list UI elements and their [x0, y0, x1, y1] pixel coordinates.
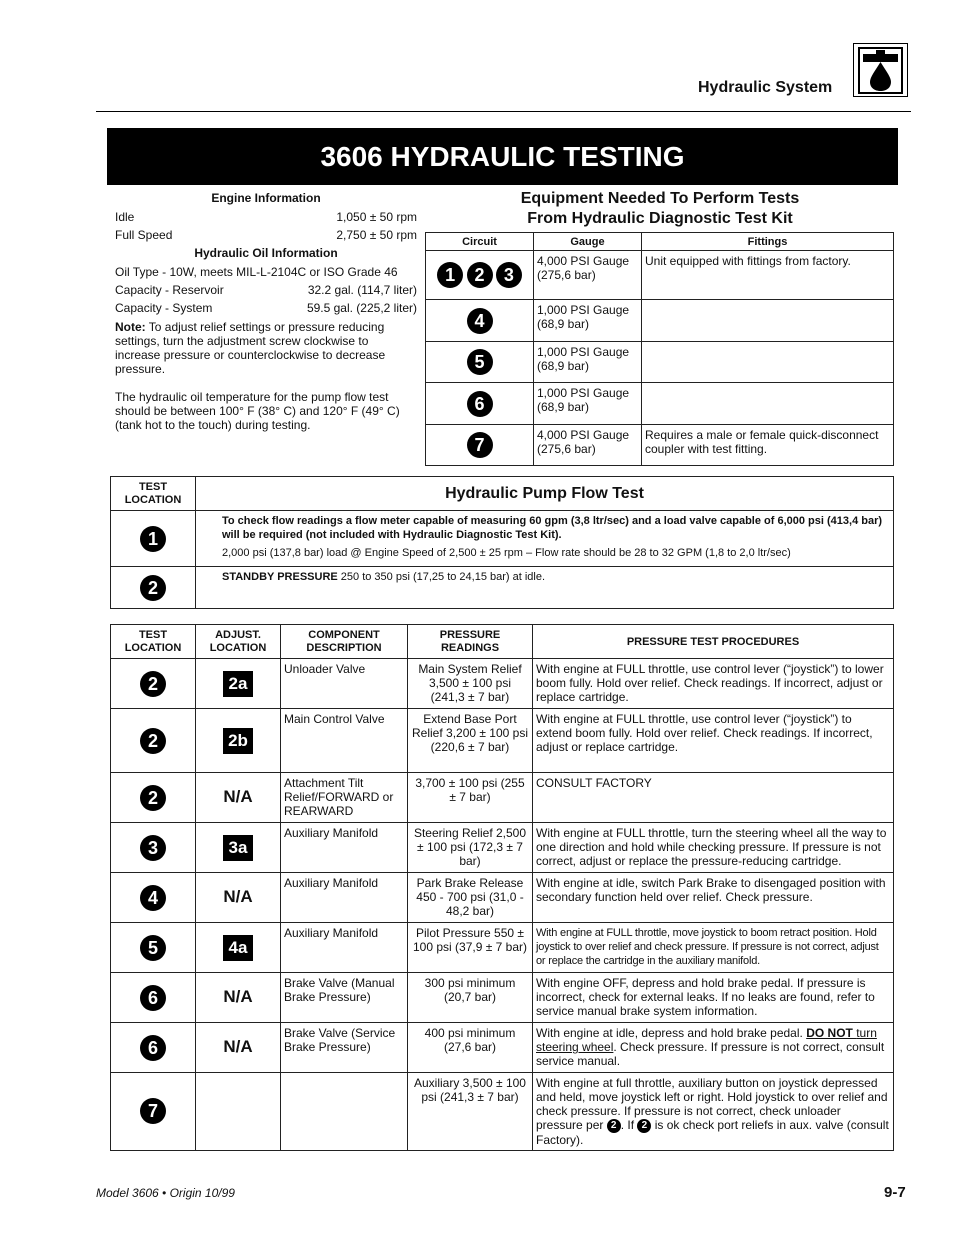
fittings-cell — [642, 342, 894, 383]
component-cell: Unloader Valve — [281, 659, 408, 709]
equipment-title — [440, 189, 880, 229]
adjust-badge: 2a — [223, 671, 253, 697]
standby-pressure — [196, 567, 894, 609]
reading-cell: Extend Base Port Relief 3,200 ± 100 psi (220,6 ± 7 bar) — [408, 709, 533, 773]
adjust-location-cell — [196, 1023, 281, 1073]
section-title: Hydraulic System — [698, 79, 833, 96]
location-badge: 2 — [140, 785, 166, 811]
test-location-cell — [111, 567, 196, 609]
circuit-cell — [426, 383, 534, 425]
component-cell: Auxiliary Manifold — [281, 823, 408, 873]
note-text: To adjust relief settings or pressure reducing settings, turn the adjustment screw clockwise to increase pressure or counterclockwise to decrease pressure. — [115, 320, 386, 376]
component-cell: Brake Valve (Service Brake Pressure) — [281, 1023, 408, 1073]
engine-info-panel — [115, 188, 417, 432]
col-adjust-location: ADJUST. LOCATION — [196, 625, 281, 659]
col-pressure-readings: PRESSURE READINGS — [408, 625, 533, 659]
col-component: COMPONENT DESCRIPTION — [281, 625, 408, 659]
note — [115, 320, 417, 376]
capacity-reservoir-row — [115, 282, 417, 298]
reading-cell: Park Brake Release 450 - 700 psi (31,0 - 48,2 bar) — [408, 873, 533, 923]
fittings-cell: Requires a male or female quick-disconnect coupler with test fitting. — [642, 425, 894, 466]
gauge-cell: 1,000 PSI Gauge (68,9 bar) — [534, 342, 642, 383]
procedure-cell: CONSULT FACTORY — [533, 773, 894, 823]
procedure-cell: With engine at FULL throttle, use control lever (“joystick”) to extend boom fully. Hold over relief. Check readings. If incorrect, adjust or replace cartridge. — [533, 709, 894, 773]
fittings-cell — [642, 383, 894, 425]
fittings-cell: Unit equipped with fittings from factory. — [642, 251, 894, 300]
pressure-row — [111, 823, 894, 873]
pressure-row — [111, 923, 894, 973]
pressure-test-table — [110, 624, 894, 1151]
header-rule — [96, 111, 911, 112]
test-location-cell — [111, 511, 196, 567]
pressure-row — [111, 709, 894, 773]
location-badge: 5 — [140, 935, 166, 961]
location-badge: 6 — [140, 1035, 166, 1061]
fittings-cell — [642, 300, 894, 342]
capacity-system-row — [115, 300, 417, 316]
adjust-na: N/A — [223, 787, 253, 806]
component-cell: Auxiliary Manifold — [281, 923, 408, 973]
procedure-warning: DO NOT — [806, 1026, 857, 1040]
equipment-row — [426, 300, 894, 342]
procedure-cell: With engine at FULL throttle, use control lever (“joystick”) to lower boom fully. Hold over relief. Check readings. If incorrect, adjust or replace cartridge. — [533, 659, 894, 709]
test-location-cell — [111, 1073, 196, 1151]
oil-type — [115, 264, 417, 280]
location-badge: 3 — [140, 835, 166, 861]
adjust-badge: 2b — [223, 728, 253, 754]
pump-flow-table — [110, 476, 894, 609]
location-badge: 6 — [140, 985, 166, 1011]
pump-flow-row — [111, 511, 894, 567]
component-cell: Auxiliary Manifold — [281, 873, 408, 923]
procedure-text: With engine at full throttle, auxiliary button on joystick depressed and held, move joystick left or right. Hold joystick to over relief and check pressure. If pressure is not correct, check unloader pressure per — [536, 1076, 888, 1132]
location-badge: 4 — [140, 885, 166, 911]
pressure-row — [111, 1073, 894, 1151]
equipment-table — [425, 232, 894, 466]
pressure-row — [111, 1023, 894, 1073]
circuit-badge: 2 — [467, 262, 493, 288]
circuit-badge: 6 — [467, 391, 493, 417]
test-location-cell — [111, 823, 196, 873]
footer-model: Model 3606 • Origin 10/99 — [96, 1186, 235, 1200]
equipment-title-line2: From Hydraulic Diagnostic Test Kit — [527, 210, 793, 227]
fullspeed-row — [115, 227, 417, 243]
location-badge: 2 — [140, 575, 166, 601]
idle-row — [115, 209, 417, 225]
pressure-row — [111, 659, 894, 709]
pump-flow-title: Hydraulic Pump Flow Test — [196, 477, 894, 511]
adjust-location-cell — [196, 823, 281, 873]
adjust-location-cell — [196, 773, 281, 823]
col-procedures: PRESSURE TEST PROCEDURES — [533, 625, 894, 659]
reading-cell: Steering Relief 2,500 ± 100 psi (172,3 ± 7 bar) — [408, 823, 533, 873]
standby-label: STANDBY PRESSURE — [222, 571, 338, 583]
gauge-cell: 1,000 PSI Gauge (68,9 bar) — [534, 300, 642, 342]
pressure-row — [111, 773, 894, 823]
flow-rate-spec: 2,000 psi (137,8 bar) load @ Engine Speed of 2,500 ± 25 rpm – Flow rate should be 28 to 32 GPM (1,8 to 2,0 ltr/sec) — [222, 547, 791, 559]
procedure-cell: With engine at FULL throttle, move joystick to boom retract position. Hold joystick to over relief and check pressure. If pressure is not correct, adjust or replace the cartridge in the auxiliary manifold. — [533, 923, 894, 973]
equipment-row — [426, 425, 894, 466]
idle-label: Idle — [115, 210, 135, 224]
capacity-system-value: 59.5 gal. (225,2 liter) — [306, 301, 417, 315]
procedure-text: is ok check port reliefs in aux. valve (consult Factory). — [536, 1118, 889, 1147]
adjust-location-cell — [196, 709, 281, 773]
test-location-cell — [111, 659, 196, 709]
location-ref-badge: 2 — [637, 1119, 651, 1133]
procedure-emphasis: turn steering wheel — [536, 1026, 877, 1054]
reading-cell: Main System Relief 3,500 ± 100 psi (241,3 ± 7 bar) — [408, 659, 533, 709]
location-ref-badge: 2 — [607, 1119, 621, 1133]
equipment-row — [426, 251, 894, 300]
equipment-title-line1: Equipment Needed To Perform Tests — [520, 190, 800, 207]
circuit-badge: 1 — [437, 262, 463, 288]
idle-value: 1,050 ± 50 rpm — [336, 210, 417, 224]
reading-cell: Pilot Pressure 550 ± 100 psi (37,9 ± 7 bar) — [408, 923, 533, 973]
test-location-cell — [111, 873, 196, 923]
adjust-location-cell — [196, 923, 281, 973]
gauge-cell: 1,000 PSI Gauge (68,9 bar) — [534, 383, 642, 425]
adjust-na: N/A — [223, 1037, 253, 1056]
circuit-cell — [426, 342, 534, 383]
procedure-cell: With engine at FULL throttle, turn the steering wheel all the way to one direction and hold while checking pressure. If pressure is not correct, adjust or replace the pressure-reducing cartridge. — [533, 823, 894, 873]
pressure-row — [111, 873, 894, 923]
flow-meter-requirement: To check flow readings a flow meter capable of measuring 60 gpm (3,8 ltr/sec) and a load valve capable of 6,000 psi (413,4 bar) will be required (not included with Hydraulic Diagnostic Test Kit). — [222, 515, 883, 541]
col-gauge: Gauge — [534, 233, 642, 251]
location-badge: 2 — [140, 671, 166, 697]
fullspeed-value: 2,750 ± 50 rpm — [336, 228, 417, 242]
location-badge: 1 — [140, 526, 166, 552]
oil-temp-note: The hydraulic oil temperature for the pump flow test should be between 100° F (38° C) and 120° F (49° C) (tank hot to the touch) during testing. — [115, 390, 400, 432]
page-number: 9-7 — [884, 1184, 906, 1201]
circuit-badge: 4 — [467, 308, 493, 334]
circuit-cell — [426, 425, 534, 466]
circuit-badge: 7 — [467, 432, 493, 458]
standby-text: 250 to 350 psi (17,25 to 24,15 bar) at idle. — [337, 571, 546, 583]
hydraulic-oil-drop-icon — [853, 43, 908, 97]
component-cell — [281, 1073, 408, 1151]
reading-cell: Auxiliary 3,500 ± 100 psi (241,3 ± 7 bar) — [408, 1073, 533, 1151]
capacity-reservoir-value: 32.2 gal. (114,7 liter) — [307, 283, 417, 297]
adjust-location-cell — [196, 973, 281, 1023]
component-cell: Brake Valve (Manual Brake Pressure) — [281, 973, 408, 1023]
procedure-cell: With engine OFF, depress and hold brake pedal. If pressure is incorrect, check for external leaks. If no leaks are found, refer to service manual brake system information. — [533, 973, 894, 1023]
note-label: Note: — [115, 320, 146, 334]
page-title: 3606 HYDRAULIC TESTING — [107, 128, 898, 185]
pump-flow-row — [111, 567, 894, 609]
procedure-cell — [533, 1073, 894, 1151]
test-location-cell — [111, 923, 196, 973]
gauge-cell: 4,000 PSI Gauge (275,6 bar) — [534, 425, 642, 466]
engine-info-heading: Engine Information — [211, 191, 321, 205]
oil-info-heading: Hydraulic Oil Information — [194, 246, 338, 260]
capacity-reservoir-label: Capacity - Reservoir — [115, 283, 224, 297]
oil-type-text: Oil Type - 10W, meets MIL-L-2104C or ISO Grade 46 — [115, 265, 398, 279]
adjust-location-cell — [196, 1073, 281, 1151]
circuit-badge: 3 — [496, 262, 522, 288]
adjust-na: N/A — [223, 987, 253, 1006]
procedure-text: . Check pressure. If pressure is not correct, consult service manual. — [536, 1040, 885, 1068]
capacity-system-label: Capacity - System — [115, 301, 213, 315]
component-cell: Main Control Valve — [281, 709, 408, 773]
test-location-cell — [111, 773, 196, 823]
procedure-text: With engine at idle, depress and hold brake pedal. — [536, 1026, 807, 1040]
pressure-row — [111, 973, 894, 1023]
test-location-cell — [111, 1023, 196, 1073]
procedure-cell — [533, 1023, 894, 1073]
procedure-text: . If — [620, 1118, 638, 1132]
procedure-cell: With engine at idle, switch Park Brake to disengaged position with secondary function held over relief. Check pressure. — [533, 873, 894, 923]
reading-cell: 400 psi minimum (27,6 bar) — [408, 1023, 533, 1073]
circuit-badge: 5 — [467, 349, 493, 375]
circuit-cell — [426, 251, 534, 300]
pump-flow-details — [196, 511, 894, 567]
adjust-location-cell — [196, 873, 281, 923]
adjust-badge: 3a — [223, 835, 253, 861]
col-test-location: TEST LOCATION — [111, 477, 196, 511]
component-cell: Attachment Tilt Relief/FORWARD or REARWARD — [281, 773, 408, 823]
col-circuit: Circuit — [426, 233, 534, 251]
location-badge: 2 — [140, 728, 166, 754]
fullspeed-label: Full Speed — [115, 228, 173, 242]
reading-cell: 300 psi minimum (20,7 bar) — [408, 973, 533, 1023]
circuit-cell — [426, 300, 534, 342]
adjust-badge: 4a — [223, 935, 253, 961]
test-location-cell — [111, 973, 196, 1023]
adjust-na: N/A — [223, 887, 253, 906]
col-test-location: TEST LOCATION — [111, 625, 196, 659]
equipment-row — [426, 383, 894, 425]
test-location-cell — [111, 709, 196, 773]
col-fittings: Fittings — [642, 233, 894, 251]
equipment-row — [426, 342, 894, 383]
gauge-cell: 4,000 PSI Gauge (275,6 bar) — [534, 251, 642, 300]
reading-cell: 3,700 ± 100 psi (255 ± 7 bar) — [408, 773, 533, 823]
location-badge: 7 — [140, 1098, 166, 1124]
adjust-location-cell — [196, 659, 281, 709]
